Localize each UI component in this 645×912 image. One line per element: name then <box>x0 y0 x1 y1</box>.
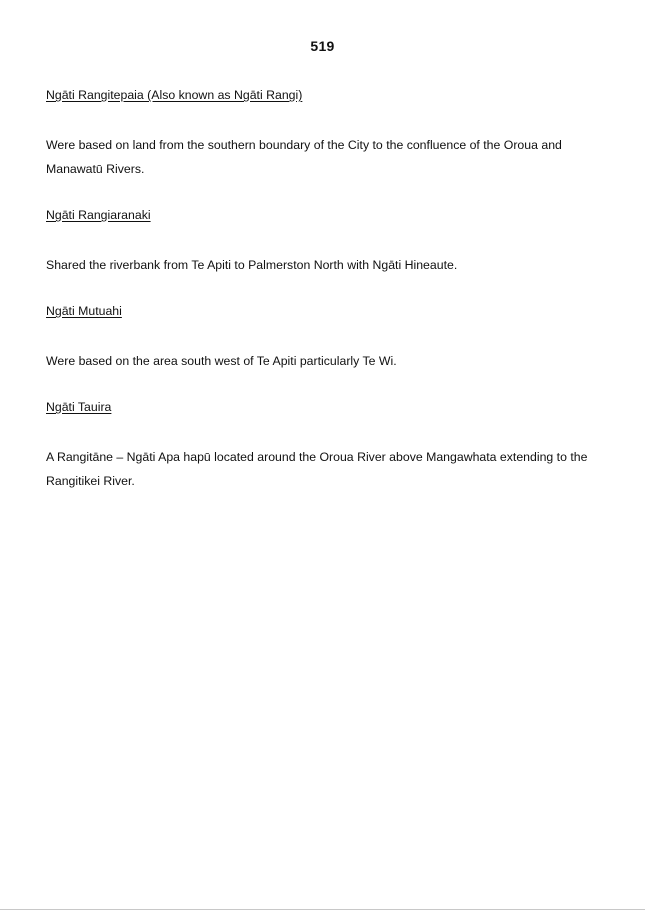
section-heading-ngati-rangitepaia: Ngāti Rangitepaia (Also known as Ngāti Rangi) <box>46 88 303 102</box>
document-body <box>46 86 606 493</box>
section-heading-ngati-tauira: Ngāti Tauira <box>46 400 112 414</box>
section-heading-ngati-mutuahi: Ngāti Mutuahi <box>46 304 122 318</box>
section-text-ngati-rangiaranaki: Shared the riverbank from Te Apiti to Palmerston North with Ngāti Hineaute. <box>46 258 458 272</box>
section-text-ngati-tauira: A Rangitāne – Ngāti Apa hapū located around the Oroua River above Mangawhata extending to the Rangitikei River. <box>46 450 588 488</box>
section-text-ngati-rangitepaia: Were based on land from the southern boundary of the City to the confluence of the Oroua and Manawatū Rivers. <box>46 138 562 176</box>
section-heading-ngati-rangiaranaki: Ngāti Rangiaranaki <box>46 208 151 222</box>
page-number: 519 <box>310 38 335 54</box>
section-text-ngati-mutuahi: Were based on the area south west of Te Apiti particularly Te Wi. <box>46 354 397 368</box>
page-bottom-edge <box>0 909 645 910</box>
